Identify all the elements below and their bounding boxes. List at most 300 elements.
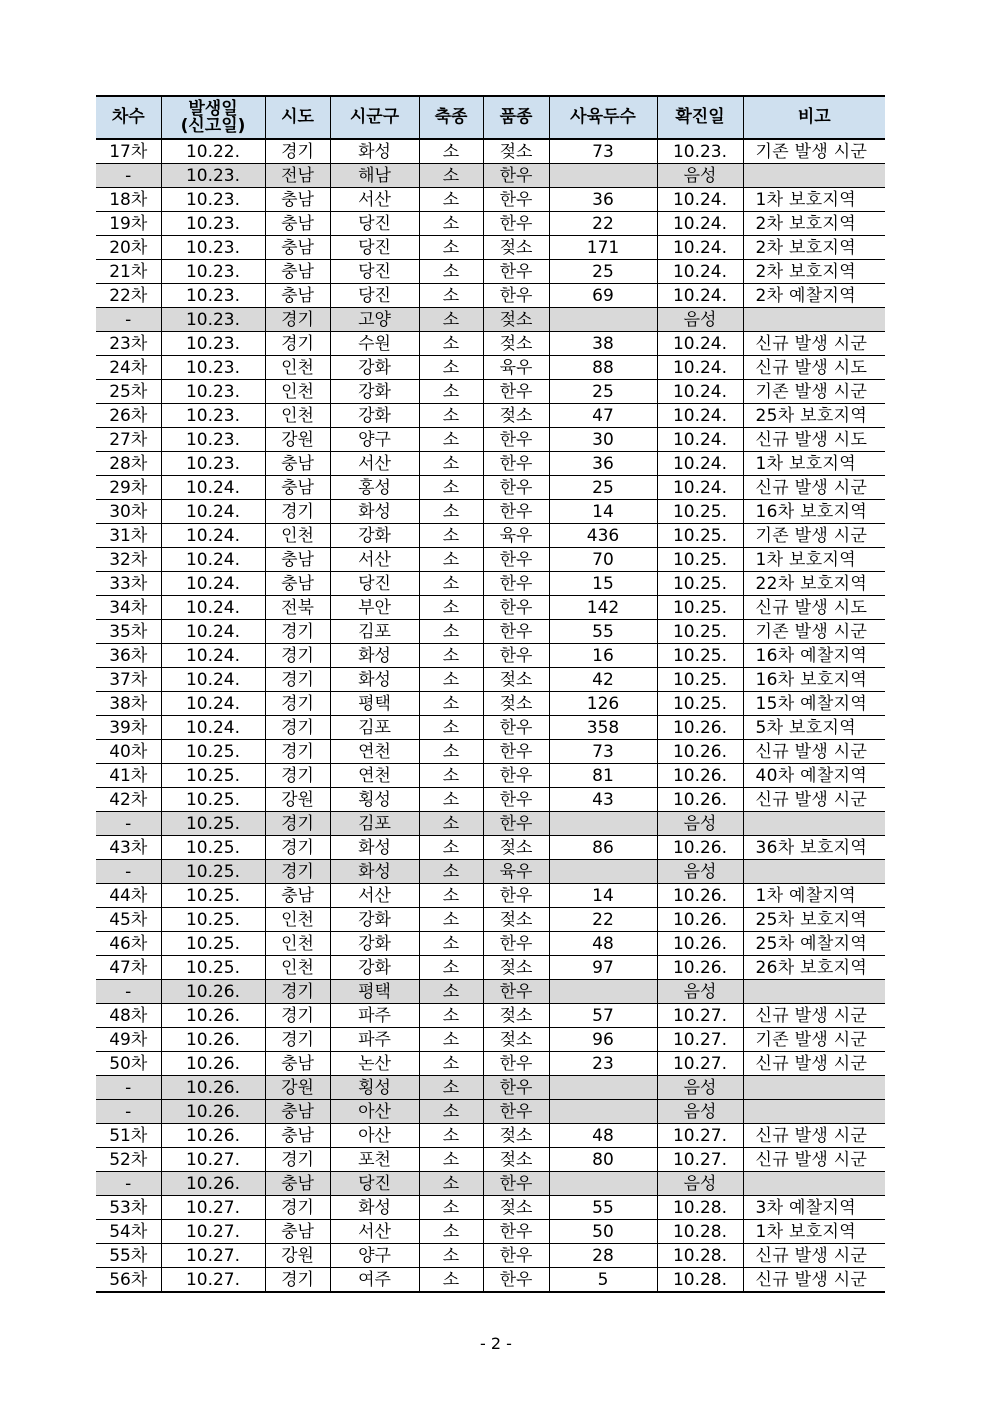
cell-order: 17차 bbox=[96, 139, 161, 164]
cell-date: 10.24. bbox=[161, 476, 265, 500]
cell-species: 소 bbox=[419, 476, 483, 500]
cell-remarks bbox=[743, 308, 885, 332]
cell-remarks bbox=[743, 164, 885, 188]
cell-order: 54차 bbox=[96, 1220, 161, 1244]
cell-species: 소 bbox=[419, 1268, 483, 1293]
cell-order: 49차 bbox=[96, 1028, 161, 1052]
cell-city: 포천 bbox=[330, 1148, 419, 1172]
cell-species: 소 bbox=[419, 740, 483, 764]
cell-breed: 한우 bbox=[483, 1052, 549, 1076]
cell-confirm-date: 10.25. bbox=[657, 572, 743, 596]
cell-confirm-date: 10.24. bbox=[657, 332, 743, 356]
header-species: 축종 bbox=[419, 96, 483, 139]
cell-date: 10.23. bbox=[161, 188, 265, 212]
cell-province: 강원 bbox=[265, 788, 330, 812]
table-row bbox=[96, 596, 885, 620]
cell-order: - bbox=[96, 860, 161, 884]
cell-species: 소 bbox=[419, 620, 483, 644]
cell-head-count: 70 bbox=[549, 548, 657, 572]
cell-breed: 젖소 bbox=[483, 1028, 549, 1052]
cell-confirm-date: 10.24. bbox=[657, 260, 743, 284]
cell-species: 소 bbox=[419, 884, 483, 908]
cell-date: 10.26. bbox=[161, 1052, 265, 1076]
cell-species: 소 bbox=[419, 1196, 483, 1220]
cell-order: 31차 bbox=[96, 524, 161, 548]
cell-head-count bbox=[549, 1100, 657, 1124]
cell-order: 28차 bbox=[96, 452, 161, 476]
cell-confirm-date: 10.25. bbox=[657, 692, 743, 716]
table-row bbox=[96, 884, 885, 908]
header-row bbox=[96, 96, 885, 139]
cell-head-count: 14 bbox=[549, 884, 657, 908]
cell-order: 27차 bbox=[96, 428, 161, 452]
table-row bbox=[96, 452, 885, 476]
table-row bbox=[96, 1268, 885, 1293]
cell-remarks bbox=[743, 1172, 885, 1196]
cell-species: 소 bbox=[419, 284, 483, 308]
cell-head-count: 36 bbox=[549, 452, 657, 476]
cell-species: 소 bbox=[419, 1220, 483, 1244]
cell-breed: 한우 bbox=[483, 644, 549, 668]
cell-city: 당진 bbox=[330, 212, 419, 236]
cell-confirm-date: 10.28. bbox=[657, 1196, 743, 1220]
cell-order: 52차 bbox=[96, 1148, 161, 1172]
table-row bbox=[96, 500, 885, 524]
cell-species: 소 bbox=[419, 452, 483, 476]
cell-head-count: 358 bbox=[549, 716, 657, 740]
cell-order: 35차 bbox=[96, 620, 161, 644]
cell-remarks: 신규 발생 시도 bbox=[743, 596, 885, 620]
cell-species: 소 bbox=[419, 404, 483, 428]
cell-city: 당진 bbox=[330, 236, 419, 260]
cell-order: 20차 bbox=[96, 236, 161, 260]
cell-head-count: 97 bbox=[549, 956, 657, 980]
table-row bbox=[96, 188, 885, 212]
cell-date: 10.26. bbox=[161, 1172, 265, 1196]
cell-breed: 한우 bbox=[483, 788, 549, 812]
cell-date: 10.25. bbox=[161, 956, 265, 980]
cell-order: - bbox=[96, 980, 161, 1004]
cell-order: 47차 bbox=[96, 956, 161, 980]
cell-breed: 한우 bbox=[483, 428, 549, 452]
cell-order: 41차 bbox=[96, 764, 161, 788]
cell-confirm-date: 10.24. bbox=[657, 380, 743, 404]
table-row bbox=[96, 764, 885, 788]
cell-date: 10.24. bbox=[161, 716, 265, 740]
table-row bbox=[96, 1076, 885, 1100]
cell-breed: 한우 bbox=[483, 812, 549, 836]
cell-species: 소 bbox=[419, 1052, 483, 1076]
cell-head-count: 22 bbox=[549, 212, 657, 236]
cell-head-count: 96 bbox=[549, 1028, 657, 1052]
cell-province: 충남 bbox=[265, 188, 330, 212]
cell-province: 경기 bbox=[265, 668, 330, 692]
cell-city: 연천 bbox=[330, 764, 419, 788]
cell-order: - bbox=[96, 1076, 161, 1100]
cell-breed: 한우 bbox=[483, 884, 549, 908]
cell-remarks: 22차 보호지역 bbox=[743, 572, 885, 596]
cell-species: 소 bbox=[419, 1100, 483, 1124]
cell-province: 인천 bbox=[265, 908, 330, 932]
cell-head-count bbox=[549, 860, 657, 884]
cell-breed: 한우 bbox=[483, 980, 549, 1004]
cell-breed: 한우 bbox=[483, 1172, 549, 1196]
cell-head-count: 5 bbox=[549, 1268, 657, 1293]
cell-confirm-date: 10.24. bbox=[657, 404, 743, 428]
cell-city: 홍성 bbox=[330, 476, 419, 500]
cell-order: 55차 bbox=[96, 1244, 161, 1268]
cell-remarks: 1차 보호지역 bbox=[743, 548, 885, 572]
cell-province: 충남 bbox=[265, 1220, 330, 1244]
cell-head-count: 15 bbox=[549, 572, 657, 596]
cell-province: 경기 bbox=[265, 716, 330, 740]
cell-head-count bbox=[549, 308, 657, 332]
cell-breed: 한우 bbox=[483, 1220, 549, 1244]
cell-breed: 한우 bbox=[483, 1268, 549, 1293]
cell-province: 경기 bbox=[265, 308, 330, 332]
cell-province: 경기 bbox=[265, 644, 330, 668]
cell-city: 평택 bbox=[330, 980, 419, 1004]
cell-remarks: 신규 발생 시군 bbox=[743, 1148, 885, 1172]
cell-remarks: 1차 예찰지역 bbox=[743, 884, 885, 908]
cell-species: 소 bbox=[419, 572, 483, 596]
cell-species: 소 bbox=[419, 788, 483, 812]
cell-order: 25차 bbox=[96, 380, 161, 404]
cell-head-count: 48 bbox=[549, 1124, 657, 1148]
cell-city: 서산 bbox=[330, 548, 419, 572]
header-city: 시군구 bbox=[330, 96, 419, 139]
table-row bbox=[96, 404, 885, 428]
cell-confirm-date: 10.27. bbox=[657, 1028, 743, 1052]
table-row bbox=[96, 428, 885, 452]
cell-head-count: 81 bbox=[549, 764, 657, 788]
cell-date: 10.23. bbox=[161, 452, 265, 476]
cell-city: 서산 bbox=[330, 884, 419, 908]
cell-species: 소 bbox=[419, 764, 483, 788]
cell-species: 소 bbox=[419, 836, 483, 860]
cell-order: 40차 bbox=[96, 740, 161, 764]
table-row bbox=[96, 644, 885, 668]
cell-species: 소 bbox=[419, 428, 483, 452]
cell-province: 경기 bbox=[265, 1028, 330, 1052]
cell-remarks: 신규 발생 시군 bbox=[743, 1244, 885, 1268]
cell-city: 화성 bbox=[330, 139, 419, 164]
table-row bbox=[96, 956, 885, 980]
cell-date: 10.24. bbox=[161, 596, 265, 620]
cell-breed: 한우 bbox=[483, 764, 549, 788]
cell-province: 경기 bbox=[265, 1268, 330, 1293]
table-row bbox=[96, 1244, 885, 1268]
cell-province: 인천 bbox=[265, 956, 330, 980]
cell-breed: 한우 bbox=[483, 620, 549, 644]
cell-province: 충남 bbox=[265, 284, 330, 308]
cell-city: 논산 bbox=[330, 1052, 419, 1076]
cell-province: 강원 bbox=[265, 1244, 330, 1268]
cell-remarks: 40차 예찰지역 bbox=[743, 764, 885, 788]
cell-head-count: 57 bbox=[549, 1004, 657, 1028]
cell-order: - bbox=[96, 308, 161, 332]
cell-city: 화성 bbox=[330, 836, 419, 860]
cell-breed: 육우 bbox=[483, 356, 549, 380]
cell-head-count bbox=[549, 1172, 657, 1196]
cell-date: 10.23. bbox=[161, 164, 265, 188]
cell-head-count: 30 bbox=[549, 428, 657, 452]
header-order: 차수 bbox=[96, 96, 161, 139]
cell-species: 소 bbox=[419, 812, 483, 836]
cell-date: 10.26. bbox=[161, 1124, 265, 1148]
cell-city: 횡성 bbox=[330, 788, 419, 812]
cell-remarks bbox=[743, 860, 885, 884]
cell-breed: 젖소 bbox=[483, 1196, 549, 1220]
cell-remarks: 15차 예찰지역 bbox=[743, 692, 885, 716]
cell-order: 34차 bbox=[96, 596, 161, 620]
cell-species: 소 bbox=[419, 692, 483, 716]
cell-confirm-date: 음성 bbox=[657, 1076, 743, 1100]
cell-city: 서산 bbox=[330, 452, 419, 476]
cell-date: 10.23. bbox=[161, 212, 265, 236]
cell-city: 수원 bbox=[330, 332, 419, 356]
table-row bbox=[96, 932, 885, 956]
cell-city: 강화 bbox=[330, 956, 419, 980]
cell-species: 소 bbox=[419, 1148, 483, 1172]
cell-species: 소 bbox=[419, 260, 483, 284]
cell-order: 48차 bbox=[96, 1004, 161, 1028]
cell-confirm-date: 10.24. bbox=[657, 284, 743, 308]
cell-date: 10.23. bbox=[161, 332, 265, 356]
cell-species: 소 bbox=[419, 332, 483, 356]
cell-city: 서산 bbox=[330, 188, 419, 212]
cell-order: 26차 bbox=[96, 404, 161, 428]
cell-remarks bbox=[743, 1076, 885, 1100]
cell-confirm-date: 10.26. bbox=[657, 836, 743, 860]
cell-species: 소 bbox=[419, 548, 483, 572]
cell-order: 44차 bbox=[96, 884, 161, 908]
cell-remarks: 25차 예찰지역 bbox=[743, 932, 885, 956]
cell-head-count: 73 bbox=[549, 139, 657, 164]
cell-confirm-date: 10.26. bbox=[657, 740, 743, 764]
cell-confirm-date: 10.26. bbox=[657, 932, 743, 956]
cell-date: 10.23. bbox=[161, 236, 265, 260]
table-row bbox=[96, 620, 885, 644]
cell-province: 경기 bbox=[265, 500, 330, 524]
cell-province: 충남 bbox=[265, 548, 330, 572]
cell-head-count: 126 bbox=[549, 692, 657, 716]
cell-province: 충남 bbox=[265, 884, 330, 908]
cell-head-count: 50 bbox=[549, 1220, 657, 1244]
cell-province: 경기 bbox=[265, 139, 330, 164]
cell-province: 충남 bbox=[265, 236, 330, 260]
cell-head-count: 73 bbox=[549, 740, 657, 764]
cell-head-count: 436 bbox=[549, 524, 657, 548]
cell-date: 10.27. bbox=[161, 1244, 265, 1268]
cell-city: 아산 bbox=[330, 1124, 419, 1148]
cell-remarks: 1차 보호지역 bbox=[743, 188, 885, 212]
cell-date: 10.25. bbox=[161, 908, 265, 932]
cell-breed: 젖소 bbox=[483, 1124, 549, 1148]
cell-city: 당진 bbox=[330, 284, 419, 308]
cell-order: 51차 bbox=[96, 1124, 161, 1148]
cell-species: 소 bbox=[419, 1244, 483, 1268]
cell-order: - bbox=[96, 1172, 161, 1196]
cell-city: 양구 bbox=[330, 428, 419, 452]
table-row bbox=[96, 788, 885, 812]
cell-date: 10.25. bbox=[161, 860, 265, 884]
header-breed: 품종 bbox=[483, 96, 549, 139]
table-row bbox=[96, 692, 885, 716]
cell-province: 경기 bbox=[265, 740, 330, 764]
cell-species: 소 bbox=[419, 236, 483, 260]
table-row bbox=[96, 1220, 885, 1244]
cell-confirm-date: 10.25. bbox=[657, 524, 743, 548]
cell-city: 평택 bbox=[330, 692, 419, 716]
cell-order: 50차 bbox=[96, 1052, 161, 1076]
cell-city: 김포 bbox=[330, 716, 419, 740]
cell-province: 경기 bbox=[265, 620, 330, 644]
cell-city: 파주 bbox=[330, 1004, 419, 1028]
table-row bbox=[96, 860, 885, 884]
cell-species: 소 bbox=[419, 188, 483, 212]
table-row bbox=[96, 1148, 885, 1172]
cell-confirm-date: 10.24. bbox=[657, 452, 743, 476]
cell-order: 39차 bbox=[96, 716, 161, 740]
cell-breed: 한우 bbox=[483, 284, 549, 308]
cell-date: 10.24. bbox=[161, 524, 265, 548]
cell-species: 소 bbox=[419, 1124, 483, 1148]
cell-city: 서산 bbox=[330, 1220, 419, 1244]
cell-city: 화성 bbox=[330, 500, 419, 524]
cell-breed: 한우 bbox=[483, 596, 549, 620]
cell-head-count: 23 bbox=[549, 1052, 657, 1076]
cell-species: 소 bbox=[419, 139, 483, 164]
header-remarks: 비고 bbox=[743, 96, 885, 139]
cell-confirm-date: 10.26. bbox=[657, 908, 743, 932]
cell-confirm-date: 음성 bbox=[657, 164, 743, 188]
cell-order: 42차 bbox=[96, 788, 161, 812]
cell-head-count bbox=[549, 164, 657, 188]
cell-city: 고양 bbox=[330, 308, 419, 332]
cell-species: 소 bbox=[419, 908, 483, 932]
cell-confirm-date: 10.25. bbox=[657, 500, 743, 524]
cell-species: 소 bbox=[419, 596, 483, 620]
cell-confirm-date: 10.27. bbox=[657, 1052, 743, 1076]
cell-remarks bbox=[743, 980, 885, 1004]
cell-province: 경기 bbox=[265, 812, 330, 836]
cell-confirm-date: 음성 bbox=[657, 980, 743, 1004]
cell-confirm-date: 10.27. bbox=[657, 1124, 743, 1148]
cell-head-count: 142 bbox=[549, 596, 657, 620]
cell-breed: 젖소 bbox=[483, 668, 549, 692]
cell-confirm-date: 10.28. bbox=[657, 1220, 743, 1244]
cell-breed: 젖소 bbox=[483, 139, 549, 164]
cell-order: - bbox=[96, 1100, 161, 1124]
cell-province: 인천 bbox=[265, 404, 330, 428]
cell-province: 전남 bbox=[265, 164, 330, 188]
cell-breed: 한우 bbox=[483, 1076, 549, 1100]
cell-confirm-date: 10.28. bbox=[657, 1268, 743, 1293]
cell-confirm-date: 10.26. bbox=[657, 884, 743, 908]
cell-head-count: 28 bbox=[549, 1244, 657, 1268]
cell-date: 10.24. bbox=[161, 692, 265, 716]
cell-confirm-date: 10.26. bbox=[657, 788, 743, 812]
table-row bbox=[96, 524, 885, 548]
cell-city: 아산 bbox=[330, 1100, 419, 1124]
cell-remarks: 2차 예찰지역 bbox=[743, 284, 885, 308]
cell-breed: 한우 bbox=[483, 452, 549, 476]
table-row bbox=[96, 332, 885, 356]
cell-order: 37차 bbox=[96, 668, 161, 692]
cell-head-count: 86 bbox=[549, 836, 657, 860]
table-row bbox=[96, 908, 885, 932]
cell-remarks: 26차 보호지역 bbox=[743, 956, 885, 980]
cell-species: 소 bbox=[419, 1028, 483, 1052]
cell-remarks: 25차 보호지역 bbox=[743, 908, 885, 932]
cell-city: 횡성 bbox=[330, 1076, 419, 1100]
cell-order: 18차 bbox=[96, 188, 161, 212]
cell-city: 강화 bbox=[330, 356, 419, 380]
cell-province: 인천 bbox=[265, 380, 330, 404]
cell-head-count: 47 bbox=[549, 404, 657, 428]
cell-confirm-date: 10.24. bbox=[657, 476, 743, 500]
cell-province: 강원 bbox=[265, 428, 330, 452]
cell-breed: 한우 bbox=[483, 476, 549, 500]
table-row bbox=[96, 380, 885, 404]
cell-province: 인천 bbox=[265, 932, 330, 956]
table-row bbox=[96, 1004, 885, 1028]
cell-head-count: 55 bbox=[549, 620, 657, 644]
cell-species: 소 bbox=[419, 956, 483, 980]
cell-head-count: 80 bbox=[549, 1148, 657, 1172]
cell-breed: 한우 bbox=[483, 548, 549, 572]
outbreak-table bbox=[96, 95, 885, 1293]
cell-province: 경기 bbox=[265, 692, 330, 716]
table-row bbox=[96, 572, 885, 596]
cell-species: 소 bbox=[419, 164, 483, 188]
cell-breed: 한우 bbox=[483, 740, 549, 764]
cell-remarks: 1차 보호지역 bbox=[743, 1220, 885, 1244]
cell-breed: 한우 bbox=[483, 932, 549, 956]
cell-order: 36차 bbox=[96, 644, 161, 668]
cell-city: 화성 bbox=[330, 1196, 419, 1220]
table-row bbox=[96, 1196, 885, 1220]
cell-remarks: 신규 발생 시도 bbox=[743, 428, 885, 452]
cell-date: 10.27. bbox=[161, 1148, 265, 1172]
cell-date: 10.26. bbox=[161, 1076, 265, 1100]
cell-remarks: 16차 예찰지역 bbox=[743, 644, 885, 668]
cell-breed: 한우 bbox=[483, 500, 549, 524]
cell-order: 22차 bbox=[96, 284, 161, 308]
cell-city: 화성 bbox=[330, 668, 419, 692]
cell-confirm-date: 10.27. bbox=[657, 1004, 743, 1028]
cell-species: 소 bbox=[419, 308, 483, 332]
cell-confirm-date: 10.27. bbox=[657, 1148, 743, 1172]
cell-remarks: 1차 보호지역 bbox=[743, 452, 885, 476]
table-row bbox=[96, 1172, 885, 1196]
cell-date: 10.24. bbox=[161, 548, 265, 572]
cell-breed: 젖소 bbox=[483, 956, 549, 980]
cell-confirm-date: 음성 bbox=[657, 308, 743, 332]
cell-date: 10.23. bbox=[161, 308, 265, 332]
table-row bbox=[96, 260, 885, 284]
cell-remarks: 2차 보호지역 bbox=[743, 260, 885, 284]
cell-order: 32차 bbox=[96, 548, 161, 572]
cell-species: 소 bbox=[419, 860, 483, 884]
cell-confirm-date: 음성 bbox=[657, 1100, 743, 1124]
table-body bbox=[96, 139, 885, 1292]
cell-species: 소 bbox=[419, 1004, 483, 1028]
cell-order: 29차 bbox=[96, 476, 161, 500]
cell-date: 10.24. bbox=[161, 500, 265, 524]
cell-city: 강화 bbox=[330, 380, 419, 404]
